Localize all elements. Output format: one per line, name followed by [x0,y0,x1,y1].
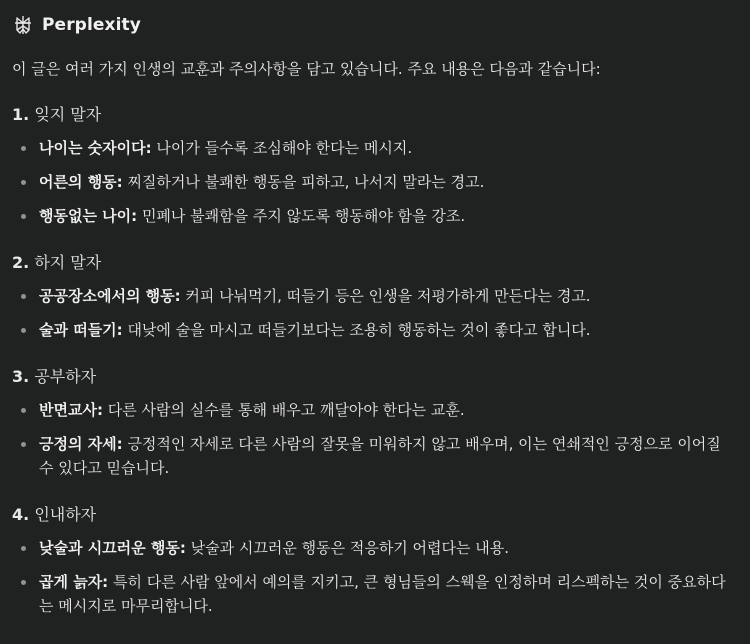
item-term: 술과 떠들기: [39,321,123,339]
section-title-text: 하지 말자 [34,253,102,272]
item-term: 행동없는 나이: [39,207,138,225]
list-item [12,136,738,160]
section-number: 2. [12,253,30,272]
section-number: 4. [12,505,30,524]
bullet-list [12,536,738,618]
list-item [12,536,738,560]
intro-text: 이 글은 여러 가지 인생의 교훈과 주의사항을 담고 있습니다. 주요 내용은 다음과 같습니다: [12,60,601,78]
section-number: 3. [12,367,30,386]
bullet-icon [21,294,26,299]
item-text: 다른 사람의 실수를 통해 배우고 깨달아야 한다는 교훈. [102,401,465,419]
section-4 [12,504,738,618]
bullet-icon [21,214,26,219]
item-text: 찌질하거나 불쾌한 행동을 피하고, 나서지 말라는 경고. [122,173,485,191]
bullet-icon [21,408,26,413]
item-text: 낮술과 시끄러운 행동은 적응하기 어렵다는 내용. [185,539,510,557]
section-2 [12,252,738,342]
item-text: 대낮에 술을 마시고 떠들기보다는 조용히 행동하는 것이 좋다고 합니다. [122,321,591,339]
bullet-icon [21,580,26,585]
bullet-icon [21,328,26,333]
item-term: 나이는 숫자이다: [39,139,152,157]
item-text: 나이가 들수록 조심해야 한다는 메시지. [151,139,413,157]
item-term: 긍정의 자세: [39,435,123,453]
brand-name: Perplexity [42,15,141,35]
list-item [12,570,738,618]
section-title [12,504,738,526]
bullet-icon [21,442,26,447]
item-term: 곱게 늙자: [39,573,109,591]
item-text: 커피 나눠먹기, 떠들기 등은 인생을 저평가하게 만든다는 경고. [180,287,591,305]
item-term: 낮술과 시끄러운 행동: [39,539,186,557]
bullet-list [12,284,738,342]
list-item [12,318,738,342]
section-number: 1. [12,105,30,124]
bullet-icon [21,180,26,185]
list-item [12,432,738,480]
item-text: 민폐나 불쾌함을 주지 않도록 행동해야 함을 강조. [137,207,466,225]
list-item [12,170,738,194]
item-term: 공공장소에서의 행동: [39,287,181,305]
section-3 [12,366,738,480]
section-title [12,252,738,274]
perplexity-logo-icon [12,14,34,36]
section-title [12,104,738,126]
section-1 [12,104,738,228]
bullet-icon [21,546,26,551]
bullet-list [12,136,738,228]
section-title-text: 인내하자 [34,505,97,524]
item-term: 반면교사: [39,401,103,419]
list-item [12,284,738,308]
item-term: 어른의 행동: [39,173,123,191]
item-text: 긍정적인 자세로 다른 사람의 잘못을 미워하지 않고 배우며, 이는 연쇄적인 긍정으로 이어질 수 있다고 믿습니다. [39,435,721,477]
list-item [12,398,738,422]
section-title-text: 공부하자 [34,367,97,386]
bullet-list [12,398,738,480]
item-text: 특히 다른 사람 앞에서 예의를 지키고, 큰 형님들의 스웩을 인정하며 리스펙하는 것이 중요하다는 메시지로 마무리합니다. [39,573,726,615]
section-title [12,366,738,388]
list-item [12,204,738,228]
bullet-icon [21,146,26,151]
section-title-text: 잊지 말자 [34,105,102,124]
answer-header [12,0,738,50]
